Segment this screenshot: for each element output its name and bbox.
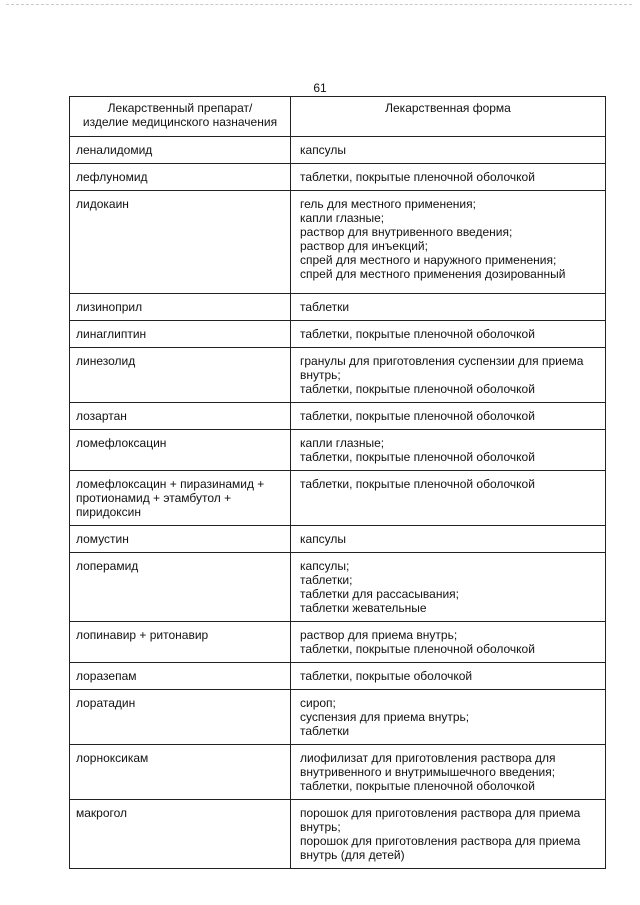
- dosage-form-line: таблетки, покрытые пленочной оболочкой: [300, 327, 535, 341]
- drug-name-line: леналидомид: [76, 143, 153, 157]
- drug-name-line: ломефлоксацин + пиразинамид +: [76, 477, 265, 491]
- dosage-form-line: капсулы: [300, 143, 347, 157]
- drug-name-line: линаглиптин: [76, 327, 147, 341]
- dosage-form-line: таблетки, покрытые пленочной оболочкой: [300, 409, 535, 423]
- drug-name-cell: [70, 553, 291, 622]
- dosage-form-line: таблетки, покрытые пленочной оболочкой: [300, 779, 535, 793]
- dosage-form-line: таблетки, покрытые пленочной оболочкой: [300, 382, 535, 396]
- drug-name-line: макрогол: [76, 806, 128, 820]
- drug-name-cell: [70, 164, 291, 191]
- page-number: 61: [313, 81, 327, 95]
- dosage-form-line: порошок для приготовления раствора для приема: [300, 834, 581, 848]
- dosage-form-line: внутривенного и внутримышечного введения;: [300, 765, 556, 779]
- table-row: [70, 622, 606, 663]
- dosage-form-line: капли глазные;: [300, 436, 385, 450]
- table-row: [70, 800, 606, 869]
- dosage-form-line: внутрь;: [300, 368, 341, 382]
- scan-top-edge-artifact: [6, 4, 632, 9]
- dosage-form-cell: [291, 690, 606, 745]
- drug-name-cell: [70, 622, 291, 663]
- dosage-form-line: сироп;: [300, 696, 336, 710]
- drug-name-cell: [70, 321, 291, 348]
- drug-name-line: лизиноприл: [76, 300, 143, 314]
- table-row: [70, 526, 606, 553]
- drug-name-cell: [70, 403, 291, 430]
- table-row: [70, 348, 606, 403]
- table-header: [70, 97, 606, 137]
- dosage-form-line: лиофилизат для приготовления раствора для: [300, 751, 556, 765]
- dosage-form-line: капли глазные;: [300, 211, 385, 225]
- table-body: [70, 137, 606, 869]
- table-row: [70, 745, 606, 800]
- drug-name-line: линезолид: [76, 354, 136, 368]
- header-form: [291, 97, 606, 137]
- dosage-form-line: гель для местного применения;: [300, 197, 476, 211]
- table-row: [70, 430, 606, 471]
- dosage-form-line: раствор для приема внутрь;: [300, 628, 458, 642]
- drug-name-cell: [70, 191, 291, 294]
- dosage-form-line: капсулы;: [300, 559, 350, 573]
- table-row: [70, 663, 606, 690]
- dosage-form-line: таблетки, покрытые пленочной оболочкой: [300, 450, 535, 464]
- drug-name-line: ломефлоксацин: [76, 436, 167, 450]
- dosage-form-cell: [291, 348, 606, 403]
- dosage-form-cell: [291, 471, 606, 526]
- dosage-form-cell: [291, 137, 606, 164]
- drug-name-cell: [70, 471, 291, 526]
- dosage-form-line: спрей для местного и наружного применения;: [300, 253, 557, 267]
- dosage-form-cell: [291, 745, 606, 800]
- dosage-form-cell: [291, 553, 606, 622]
- table-row: [70, 471, 606, 526]
- table-row: [70, 553, 606, 622]
- table-row: [70, 403, 606, 430]
- dosage-form-line: спрей для местного применения дозированный: [300, 267, 566, 281]
- dosage-form-line: внутрь (для детей): [300, 848, 405, 862]
- dosage-form-line: таблетки жевательные: [300, 601, 427, 615]
- drug-name-line: лопинавир + ритонавир: [76, 628, 209, 642]
- drug-name-line: лоратадин: [76, 696, 136, 710]
- dosage-form-line: таблетки;: [300, 573, 353, 587]
- dosage-form-cell: [291, 526, 606, 553]
- dosage-form-line: таблетки, покрытые пленочной оболочкой: [300, 477, 535, 491]
- dosage-form-line: порошок для приготовления раствора для приема: [300, 806, 581, 820]
- dosage-form-cell: [291, 191, 606, 294]
- dosage-form-line: таблетки, покрытые пленочной оболочкой: [300, 642, 535, 656]
- dosage-form-line: таблетки для рассасывания;: [300, 587, 459, 601]
- drug-name-cell: [70, 526, 291, 553]
- dosage-form-line: раствор для инъекций;: [300, 239, 428, 253]
- dosage-form-cell: [291, 430, 606, 471]
- drug-name-cell: [70, 430, 291, 471]
- dosage-form-line: таблетки, покрытые пленочной оболочкой: [300, 170, 535, 184]
- dosage-form-line: гранулы для приготовления суспензии для приема: [300, 354, 584, 368]
- dosage-form-cell: [291, 663, 606, 690]
- dosage-form-cell: [291, 294, 606, 321]
- header-line: Лекарственная форма: [385, 101, 511, 115]
- drug-name-line: ломустин: [76, 532, 129, 546]
- dosage-form-line: раствор для внутривенного введения;: [300, 225, 513, 239]
- dosage-form-cell: [291, 800, 606, 869]
- dosage-form-cell: [291, 403, 606, 430]
- drug-name-line: протионамид + этамбутол +: [76, 491, 232, 505]
- dosage-form-line: внутрь;: [300, 820, 341, 834]
- table-row: [70, 294, 606, 321]
- drug-name-cell: [70, 294, 291, 321]
- drug-name-cell: [70, 137, 291, 164]
- drug-name-cell: [70, 663, 291, 690]
- drug-name-line: лоперамид: [76, 559, 139, 573]
- dosage-form-cell: [291, 622, 606, 663]
- drug-name-line: лорноксикам: [76, 751, 149, 765]
- dosage-form-line: таблетки: [300, 300, 350, 314]
- drug-name-cell: [70, 745, 291, 800]
- header-drug: [70, 97, 291, 137]
- header-line: Лекарственный препарат/: [107, 101, 253, 115]
- table-row: [70, 164, 606, 191]
- drug-name-cell: [70, 348, 291, 403]
- dosage-form-line: капсулы: [300, 532, 347, 546]
- dosage-form-line: таблетки: [300, 724, 350, 738]
- dosage-form-line: суспензия для приема внутрь;: [300, 710, 470, 724]
- table-row: [70, 690, 606, 745]
- table-row: [70, 321, 606, 348]
- drug-name-line: лозартан: [76, 409, 127, 423]
- header-line: изделие медицинского назначения: [82, 115, 278, 129]
- drug-name-line: пиридоксин: [76, 505, 141, 519]
- table-row: [70, 137, 606, 164]
- drug-name-line: лефлуномид: [76, 170, 148, 184]
- table-row: [70, 191, 606, 294]
- drug-name-line: лоразепам: [76, 669, 137, 683]
- dosage-form-line: таблетки, покрытые оболочкой: [300, 669, 473, 683]
- dosage-form-cell: [291, 164, 606, 191]
- drug-table: [69, 96, 606, 869]
- drug-name-cell: [70, 800, 291, 869]
- drug-name-line: лидокаин: [76, 197, 129, 211]
- header-row: [70, 97, 606, 137]
- dosage-form-cell: [291, 321, 606, 348]
- drug-name-cell: [70, 690, 291, 745]
